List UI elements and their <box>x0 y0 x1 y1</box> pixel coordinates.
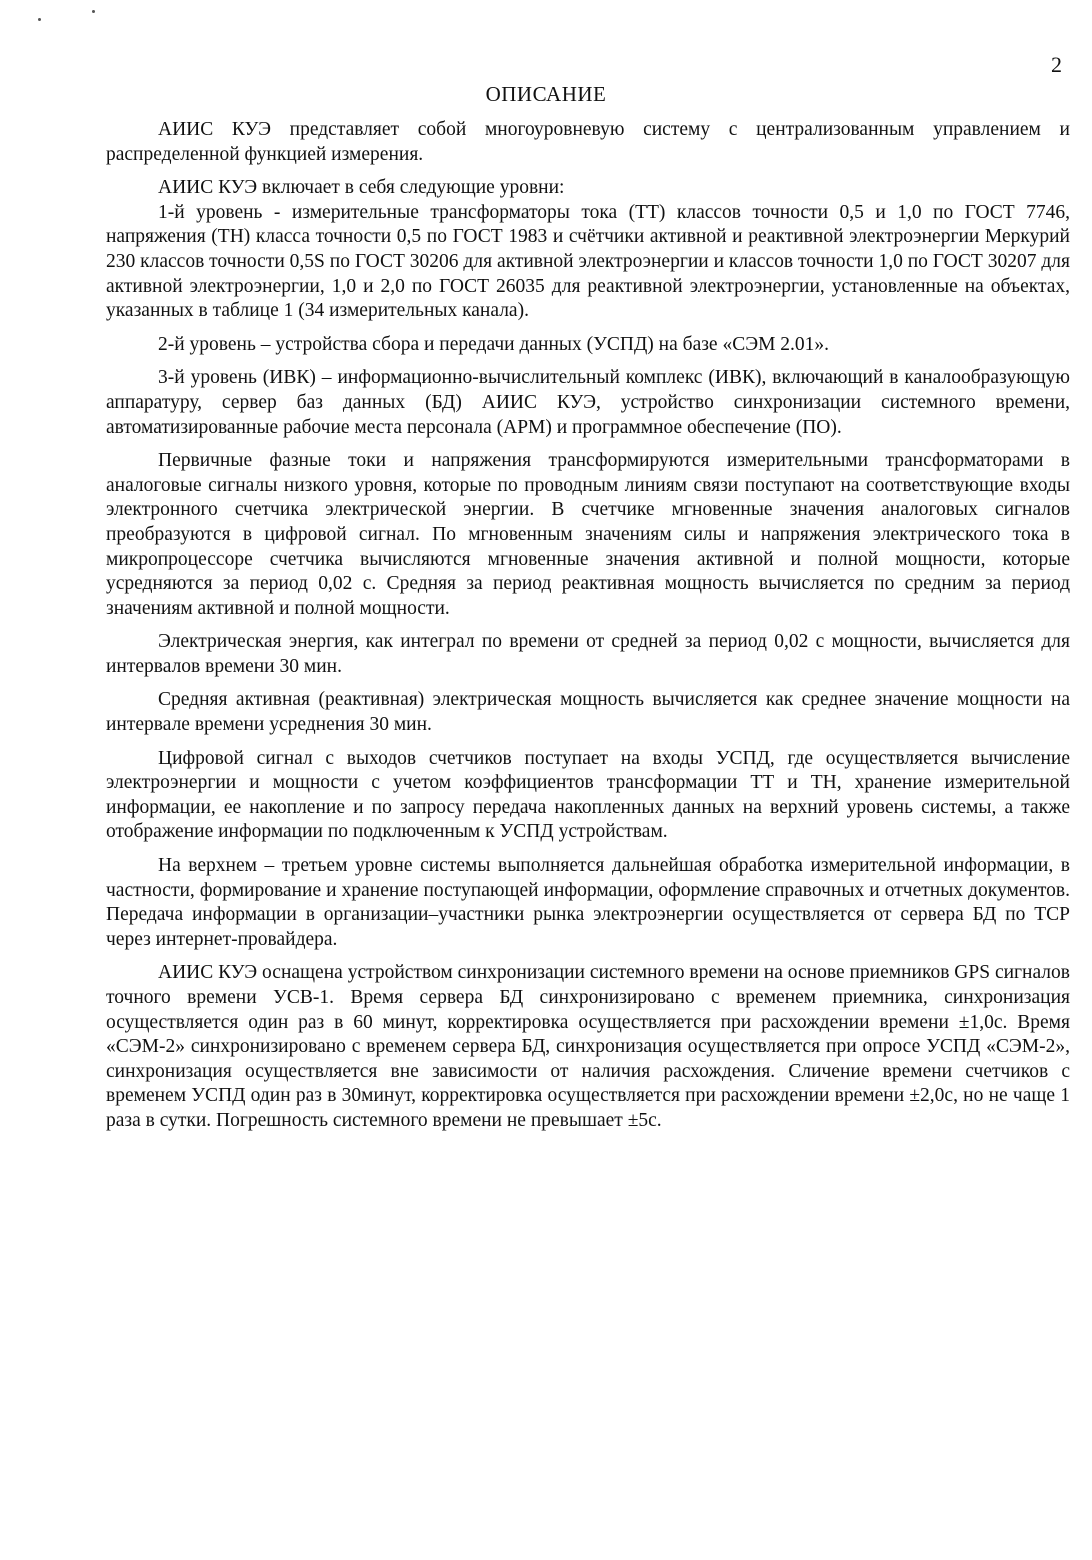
paragraph-time-sync: АИИС КУЭ оснащена устройством синхронизации системного времени на основе приемников GPS сигналов точного времени УСВ-1. Время сервера БД синхронизировано с временем приемника, синхронизация осуществляется один раз в 60 минут, корректировка осуществляется при расхождении времени ±1,0с. Время «СЭМ-2» синхронизировано с временем сервера БД, синхронизация осуществляется при опросе УСПД «СЭМ-2», синхронизация осуществляется вне зависимости от наличия расхождения. Сличение времени счетчиков с временем УСПД один раз в 30минут, корректировка осуществляется при расхождении времени ±2,0с, но не чаще 1 раза в сутки. Погрешность системного времени не превышает ±5с. <box>106 962 1070 1131</box>
paragraph-average-power: Средняя активная (реактивная) электрическая мощность вычисляется как среднее значение мощности на интервале времени усреднения 30 мин. <box>106 689 1070 736</box>
document-body <box>106 118 1070 1143</box>
page-number: 2 <box>1051 52 1062 77</box>
scan-speck <box>38 18 41 21</box>
paragraph-intro: АИИС КУЭ представляет собой многоуровневую систему с централизованным управлением и распределенной функцией измерения. <box>106 119 1070 165</box>
paragraph-level-1: 1-й уровень - измерительные трансформаторы тока (ТТ) классов точности 0,5 и 1,0 по ГОСТ 7746, напряжения (ТН) класса точности 0,5 по ГОСТ 1983 и счётчики активной и реактивной электроэнергии Меркурий 230 классов точности 0,5S по ГОСТ 30206 для активной электроэнергии и классов точности 1,0 по ГОСТ 30207 для активной электроэнергии, 1,0 и 2,0 по ГОСТ 26035 для реактивной электроэнергии, установленные на объектах, указанных в таблице 1 (34 измерительных канала). <box>106 201 1070 322</box>
paragraph-signal-conversion: Первичные фазные токи и напряжения трансформируются измерительными трансформаторами в аналоговые сигналы низкого уровня, которые по проводным линиям связи поступают на соответствующие входы электронного счетчика электрической энергии. В счетчике мгновенные значения аналоговых сигналов преобразуются в цифровой сигнал. По мгновенным значениям силы и напряжения электрического тока в микропроцессоре счетчика вычисляются мгновенные значения активной и полной мощности, которые усредняются за период 0,02 с. Средняя за период реактивная мощность вычисляется по средним за период значениям активной и полной мощности. <box>106 450 1070 619</box>
paragraph-levels-heading: АИИС КУЭ включает в себя следующие уровни: <box>158 177 565 199</box>
document-title: ОПИСАНИЕ <box>485 82 607 106</box>
paragraph-level-3: 3-й уровень (ИВК) – информационно-вычислительный комплекс (ИВК), включающий в каналообразующую аппаратуру, сервер баз данных (БД) АИИС КУЭ, устройство синхронизации системного времени, автоматизированные рабочие места персонала (АРМ) и программное обеспечение (ПО). <box>106 367 1070 438</box>
scan-speck <box>92 10 95 13</box>
paragraph-upper-level: На верхнем – третьем уровне системы выполняется дальнейшая обработка измерительной информации, в частности, формирование и хранение поступающей информации, оформление справочных и отчетных документов. Передача информации в организации–участники рынка электроэнергии осуществляется от сервера БД по TCP через интернет-провайдера. <box>106 855 1070 950</box>
paragraph-energy-calculation: Электрическая энергия, как интеграл по времени от средней за период 0,02 с мощности, вычисляется для интервалов времени 30 мин. <box>106 631 1070 677</box>
paragraph-level-2: 2-й уровень – устройства сбора и передачи данных (УСПД) на базе «СЭМ 2.01». <box>158 333 830 355</box>
paragraph-digital-signal: Цифровой сигнал с выходов счетчиков поступает на входы УСПД, где осуществляется вычисление электроэнергии и мощности с учетом коэффициентов трансформации ТТ и ТН, хранение измерительной информации, ее накопление и по запросу передача накопленных данных на верхний уровень системы, а также отображение информации по подключенным к УСПД устройствам. <box>106 747 1070 843</box>
